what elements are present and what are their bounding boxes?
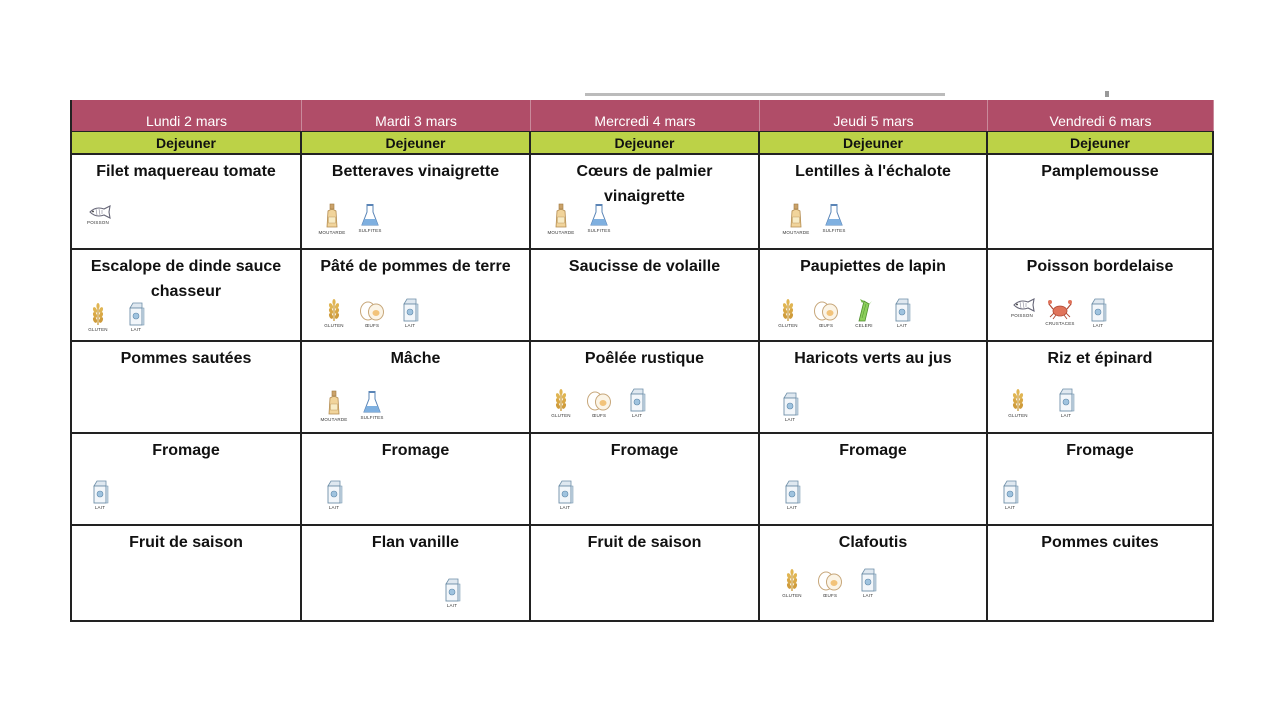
allergen-label: CELERI <box>855 323 873 328</box>
fish-icon-graphic <box>1008 298 1036 312</box>
dish-name: Pommes sautées <box>120 350 252 367</box>
milk-carton-icon <box>776 392 804 422</box>
allergen-label: ŒUFS <box>818 323 834 328</box>
milk-carton-icon <box>1084 298 1112 328</box>
meal-label: Dejeuner <box>988 131 1214 155</box>
allergen-label: LAIT <box>784 417 796 422</box>
dish-cell <box>72 342 302 434</box>
milk-carton-icon-graphic <box>325 480 343 504</box>
dish-name: Poêlée rustique <box>584 350 705 367</box>
header-scan-residue <box>585 86 1125 94</box>
flask-icon <box>358 390 386 422</box>
wheat-icon-graphic <box>780 298 796 322</box>
allergen-label: SULFITES <box>360 415 384 420</box>
allergen-label: LAIT <box>130 327 142 332</box>
wheat-icon-graphic <box>784 568 800 592</box>
dish-cell <box>302 434 531 526</box>
milk-carton-icon <box>623 388 651 418</box>
meal-label: Dejeuner <box>302 131 531 155</box>
dish-name: Clafoutis <box>838 534 908 551</box>
dish-name: Fromage <box>839 442 907 459</box>
dish-name: Lentilles à l'échalote <box>795 163 951 180</box>
fish-icon-graphic <box>84 205 112 219</box>
eggs-icon-graphic <box>817 568 843 592</box>
milk-carton-icon-graphic <box>443 578 461 602</box>
day-header: Vendredi 6 mars <box>988 100 1214 131</box>
wheat-icon-graphic <box>90 302 106 326</box>
allergen-label: SULFITES <box>358 228 382 233</box>
allergen-label: GLUTEN <box>551 413 571 418</box>
meal-label: Dejeuner <box>760 131 988 155</box>
allergen-label: MOUTARDE <box>782 230 810 235</box>
day-header: Mardi 3 mars <box>302 100 531 131</box>
milk-carton-icon-graphic <box>556 480 574 504</box>
dish-cell <box>988 342 1214 434</box>
allergen-label: ŒUFS <box>591 413 607 418</box>
dish-name: Saucisse de volaille <box>568 258 721 275</box>
mustard-bottle-icon-graphic <box>327 390 341 416</box>
mustard-bottle-icon <box>318 203 346 235</box>
dish-row <box>72 155 1214 250</box>
allergen-label: LAIT <box>786 505 798 510</box>
eggs-icon-graphic <box>813 298 839 322</box>
allergen-label: LAIT <box>559 505 571 510</box>
eggs-icon <box>812 298 840 328</box>
allergen-label: GLUTEN <box>324 323 344 328</box>
dish-name: Escalope de dinde sauce chasseur <box>90 258 282 300</box>
allergen-label: SULFITES <box>587 228 611 233</box>
milk-carton-icon <box>396 298 424 328</box>
allergen-label: SULFITES <box>822 228 846 233</box>
meal-label-row <box>72 131 1214 155</box>
allergen-label: LAIT <box>896 323 908 328</box>
dish-cell <box>302 342 531 434</box>
wheat-icon <box>547 388 575 418</box>
wheat-icon <box>320 298 348 328</box>
dish-cell <box>302 155 531 250</box>
dish-cell <box>760 434 988 526</box>
dish-cell <box>988 250 1214 342</box>
dish-row <box>72 434 1214 526</box>
wheat-icon <box>84 302 112 332</box>
dish-cell <box>988 526 1214 620</box>
dish-name: Mâche <box>390 350 441 367</box>
allergen-label: GLUTEN <box>782 593 802 598</box>
dish-name: Paupiettes de lapin <box>800 258 946 275</box>
flask-icon-graphic <box>363 390 381 414</box>
fish-icon <box>1008 298 1036 328</box>
allergen-label: POISSON <box>1011 313 1033 318</box>
dish-cell <box>72 250 302 342</box>
allergen-label: LAIT <box>94 505 106 510</box>
allergen-label: LAIT <box>631 413 643 418</box>
allergen-label: GLUTEN <box>1008 413 1028 418</box>
dish-name: Flan vanille <box>371 534 460 551</box>
milk-carton-icon <box>86 480 114 510</box>
dish-cell <box>531 250 760 342</box>
milk-carton-icon <box>888 298 916 328</box>
crab-icon <box>1046 298 1074 328</box>
dish-name: Fromage <box>1066 442 1134 459</box>
day-header: Mercredi 4 mars <box>531 100 760 131</box>
dish-name: Pommes cuites <box>1041 534 1159 551</box>
dish-name: Filet maquereau tomate <box>96 163 276 180</box>
allergen-label: LAIT <box>1004 505 1016 510</box>
wheat-icon <box>1004 388 1032 418</box>
allergen-label: GLUTEN <box>778 323 798 328</box>
dish-cell <box>760 155 988 250</box>
dish-row <box>72 526 1214 620</box>
day-header: Lundi 2 mars <box>72 100 302 131</box>
dish-name: Cœurs de palmier vinaigrette <box>576 163 713 205</box>
celery-icon-graphic <box>855 298 873 322</box>
flask-icon-graphic <box>825 203 843 227</box>
allergen-label: ŒUFS <box>364 323 380 328</box>
flask-icon-graphic <box>361 203 379 227</box>
allergen-label: MOUTARDE <box>320 417 348 422</box>
dish-name: Fromage <box>610 442 679 459</box>
dish-name: Poisson bordelaise <box>1026 258 1174 275</box>
eggs-icon <box>358 298 386 328</box>
dish-cell <box>988 155 1214 250</box>
dish-cell <box>531 434 760 526</box>
dish-cell <box>72 155 302 250</box>
dish-name: Fruit de saison <box>129 534 243 551</box>
day-header: Jeudi 5 mars <box>760 100 988 131</box>
milk-carton-icon <box>778 480 806 510</box>
meal-label: Dejeuner <box>72 131 302 155</box>
days-header-row <box>72 100 1214 131</box>
milk-carton-icon-graphic <box>859 568 877 592</box>
milk-carton-icon-graphic <box>401 298 419 322</box>
allergen-label: GLUTEN <box>88 327 108 332</box>
dish-cell <box>72 434 302 526</box>
milk-carton-icon <box>438 578 466 608</box>
dish-name: Pamplemousse <box>1041 163 1159 180</box>
mustard-bottle-icon <box>320 390 348 422</box>
milk-carton-icon <box>996 480 1024 510</box>
milk-carton-icon-graphic <box>127 302 145 326</box>
flask-icon <box>585 203 613 235</box>
milk-carton-icon-graphic <box>1057 388 1075 412</box>
dish-cell <box>760 526 988 620</box>
dish-name: Fromage <box>381 442 450 459</box>
dish-row <box>72 250 1214 342</box>
allergen-label: POISSON <box>87 220 109 225</box>
wheat-icon-graphic <box>553 388 569 412</box>
milk-carton-icon <box>854 568 882 598</box>
fish-icon <box>84 205 112 225</box>
allergen-label: LAIT <box>1060 413 1072 418</box>
crab-icon-graphic <box>1047 298 1073 320</box>
dish-name: Riz et épinard <box>1047 350 1153 367</box>
allergen-label: LAIT <box>1092 323 1104 328</box>
dish-row <box>72 342 1214 434</box>
dish-cell <box>760 250 988 342</box>
milk-carton-icon <box>320 480 348 510</box>
dish-cell <box>988 434 1214 526</box>
eggs-icon-graphic <box>586 388 612 412</box>
allergen-label: CRUSTACES <box>1045 321 1075 326</box>
dish-cell <box>72 526 302 620</box>
milk-carton-icon-graphic <box>893 298 911 322</box>
wheat-icon <box>774 298 802 328</box>
meal-label: Dejeuner <box>531 131 760 155</box>
dish-name: Haricots verts au jus <box>794 350 952 367</box>
wheat-icon-graphic <box>326 298 342 322</box>
allergen-label: MOUTARDE <box>547 230 575 235</box>
dish-name: Fruit de saison <box>587 534 702 551</box>
mustard-bottle-icon-graphic <box>325 203 339 229</box>
milk-carton-icon-graphic <box>91 480 109 504</box>
weekly-menu-table <box>70 100 1214 622</box>
milk-carton-icon <box>122 302 150 332</box>
allergen-label: LAIT <box>446 603 458 608</box>
dish-cell <box>302 250 531 342</box>
milk-carton-icon <box>1052 388 1080 418</box>
mustard-bottle-icon-graphic <box>789 203 803 229</box>
mustard-bottle-icon <box>547 203 575 235</box>
wheat-icon-graphic <box>1010 388 1026 412</box>
flask-icon <box>820 203 848 235</box>
celery-icon <box>850 298 878 328</box>
milk-carton-icon-graphic <box>783 480 801 504</box>
allergen-label: ŒUFS <box>822 593 838 598</box>
dish-name: Pâté de pommes de terre <box>320 258 511 275</box>
allergen-label: MOUTARDE <box>318 230 346 235</box>
dish-cell <box>760 342 988 434</box>
wheat-icon <box>778 568 806 598</box>
allergen-label: LAIT <box>404 323 416 328</box>
eggs-icon-graphic <box>359 298 385 322</box>
eggs-icon <box>585 388 613 418</box>
flask-icon-graphic <box>590 203 608 227</box>
milk-carton-icon-graphic <box>1089 298 1107 322</box>
dish-name: Fromage <box>152 442 220 459</box>
dish-name: Betteraves vinaigrette <box>331 163 500 180</box>
dish-cell <box>531 342 760 434</box>
mustard-bottle-icon-graphic <box>554 203 568 229</box>
allergen-label: LAIT <box>328 505 340 510</box>
milk-carton-icon-graphic <box>1001 480 1019 504</box>
dish-cell <box>531 155 760 250</box>
mustard-bottle-icon <box>782 203 810 235</box>
milk-carton-icon <box>551 480 579 510</box>
milk-carton-icon-graphic <box>628 388 646 412</box>
allergen-label: LAIT <box>862 593 874 598</box>
milk-carton-icon-graphic <box>781 392 799 416</box>
dish-cell <box>302 526 531 620</box>
dish-cell <box>531 526 760 620</box>
eggs-icon <box>816 568 844 598</box>
flask-icon <box>356 203 384 235</box>
